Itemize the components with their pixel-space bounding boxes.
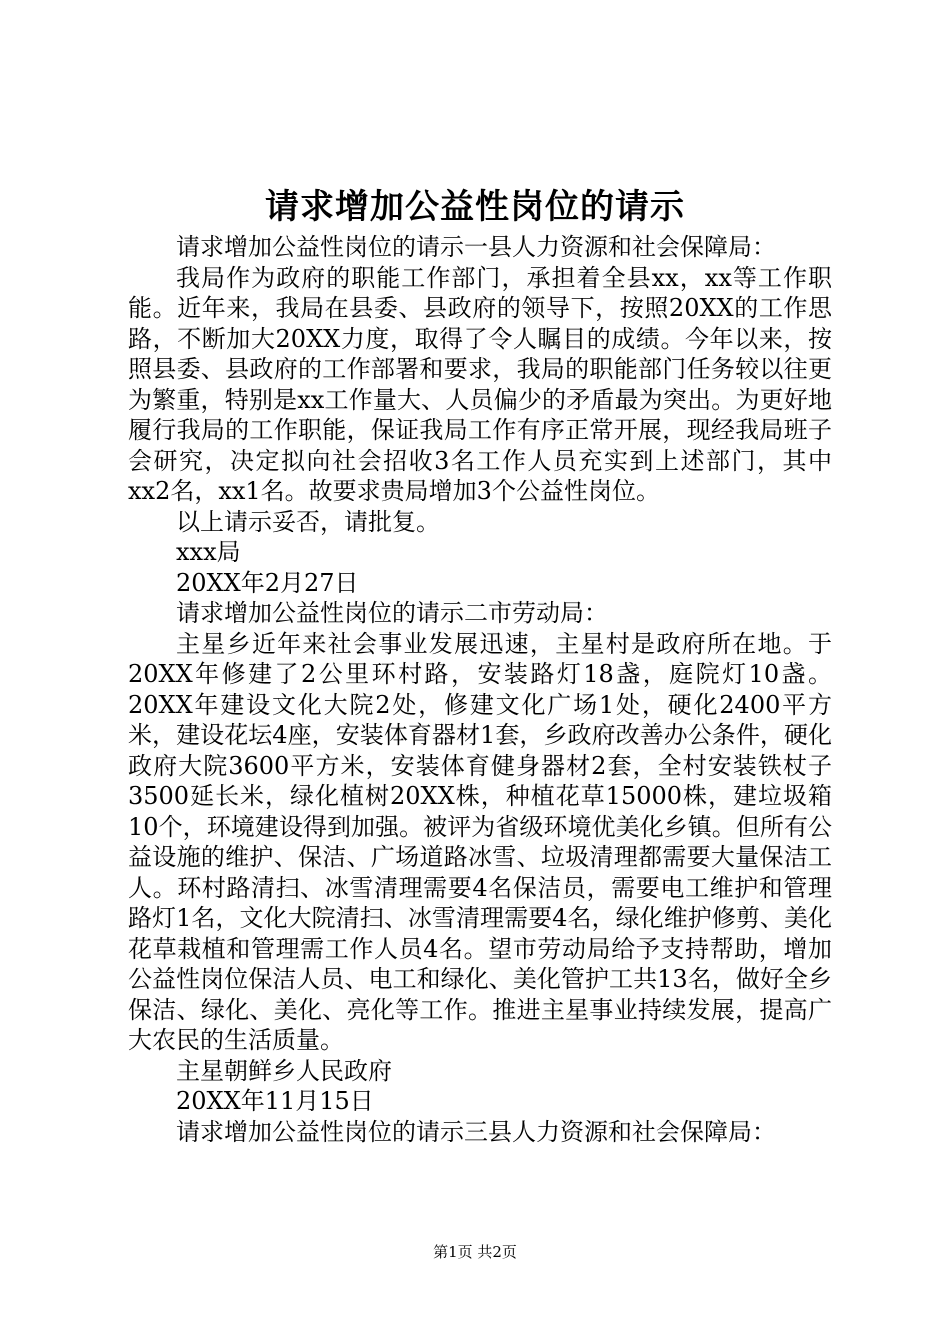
paragraph-request-one-heading: 请求增加公益性岗位的请示一县人力资源和社会保障局：	[176, 233, 776, 261]
page-number-footer: 第1页 共2页	[433, 1243, 517, 1261]
paragraph-request-two-heading: 请求增加公益性岗位的请示二市劳动局：	[176, 599, 608, 627]
paragraph-request-three-heading: 请求增加公益性岗位的请示三县人力资源和社会保障局：	[176, 1117, 776, 1146]
paragraph-request-one-signature: xxx局	[176, 538, 241, 566]
paragraph-request-two-body: 主星乡近年来社会事业发展迅速，主星村是政府所在地。于20XX年修建了2公里环村路，安装路灯18盏，庭院灯10盏。20XX年建设文化大院2处，修建文化广场1处，硬化2400平方米，建设花坛4座，安装体育器材1套，乡政府改善办公条件，硬化政府大院3600平方米，安装体育健身器材2套，全村安装铁杖子3500延长米，绿化植树20XX株，种植花草15000株，建垃圾箱10个，环境建设得到加强。被评为省级环境优美化乡镇。但所有公益设施的维护、保洁、广场道路冰雪、垃圾清理都需要大量保洁工人。环村路清扫、冰雪清理需要4名保洁员，需要电工维护和管理路灯1名，文化大院清扫、冰雪清理需要4名，绿化维护修剪、美化花草栽植和管理需工作人员4名。望市劳动局给予支持帮助，增加公益性岗位保洁人员、电工和绿化、美化管护工共13名，做好全乡保洁、绿化、美化、亮化等工作。推进主星事业持续发展，提高广大农民的生活质量。	[128, 629, 832, 1054]
paragraph-request-one-date: 20XX年2月27日	[176, 568, 359, 597]
document-body	[128, 232, 832, 1147]
paragraph-request-one-closing: 以上请示妥否，请批复。	[176, 507, 440, 536]
paragraph-request-two-date: 20XX年11月15日	[176, 1087, 374, 1115]
paragraph-request-two-signature: 主星朝鲜乡人民政府	[176, 1056, 392, 1085]
document-title: 请求增加公益性岗位的请示	[265, 187, 685, 227]
paragraph-request-one-body: 我局作为政府的职能工作部门，承担着全县xx，xx等工作职能。近年来，我局在县委、县政府的领导下，按照20XX的工作思路，不断加大20XX力度，取得了令人瞩目的成绩。今年以来，按照县委、县政府的工作部署和要求，我局的职能部门任务较以往更为繁重，特别是xx工作量大、人员偏少的矛盾最为突出。为更好地履行我局的工作职能，保证我局工作有序正常开展，现经我局班子会研究，决定拟向社会招收3名工作人员充实到上述部门，其中xx2名，xx1名。故要求贵局增加3个公益性岗位。	[128, 263, 832, 505]
